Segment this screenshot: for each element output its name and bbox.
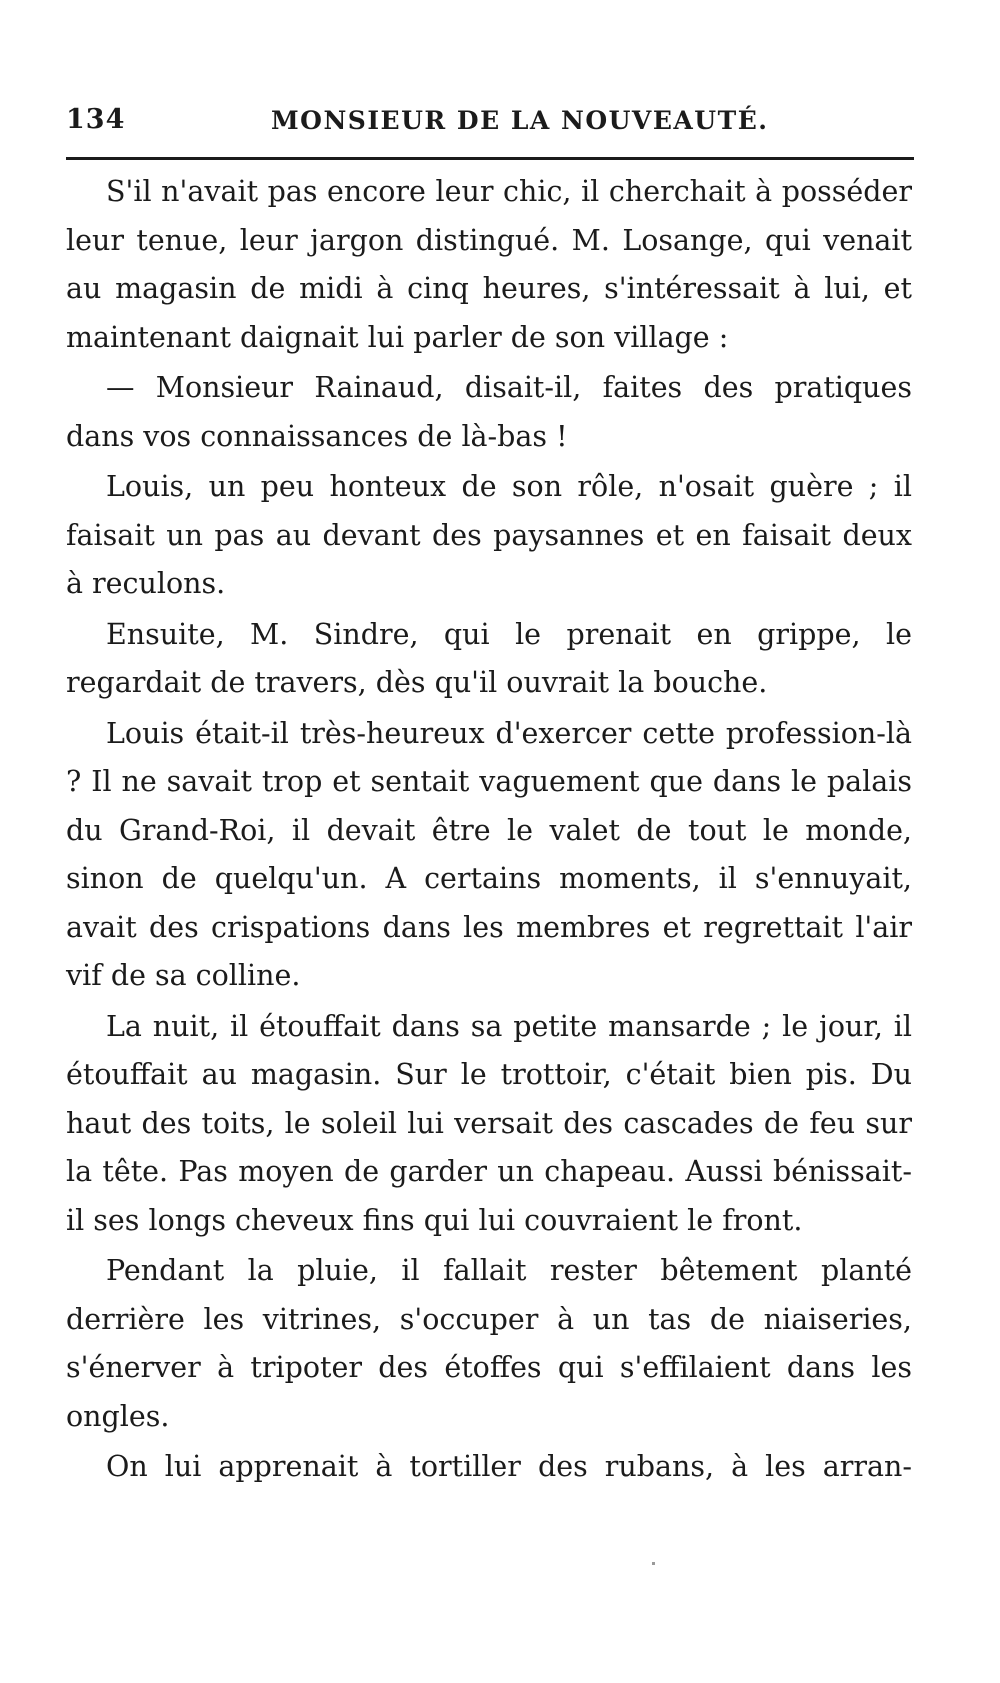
running-title: MONSIEUR DE LA NOUVEAUTÉ. [271, 106, 769, 135]
paragraph: Ensuite, M. Sindre, qui le prenait en grippe, le regardait de travers, dès qu'il ouvrait la bouche. [66, 617, 912, 699]
paragraph: On lui apprenait à tortiller des rubans, à les arran- [106, 1450, 912, 1483]
paragraph: Louis était-il très-heureux d'exercer cette profession-là ? Il ne savait trop et sentait vaguement que dans le palais du Grand-Roi, il devait être le valet de tout le monde, sinon de quelqu'un. A certains moments, il s'ennuyait, avait des crispations dans les membres et regrettait l'air vif de sa colline. [66, 716, 912, 992]
paragraph: La nuit, il étouffait dans sa petite mansarde ; le jour, il étouffait au magasin. Sur le trottoir, c'était bien pis. Du haut des toits, le soleil lui versait des cascades de feu sur la tête. Pas moyen de garder un chapeau. Aussi bénissait-il ses longs cheveux fins qui lui couvraient le front. [66, 1009, 912, 1237]
paragraph: Louis, un peu honteux de son rôle, n'osait guère ; il faisait un pas au devant des paysannes et en faisait deux à reculons. [66, 470, 912, 600]
print-speck [652, 1562, 655, 1565]
page-number: 134 [66, 104, 126, 135]
page-header [66, 104, 912, 144]
paragraph: Pendant la pluie, il fallait rester bêtement planté derrière les vitrines, s'occuper à un tas de niaiseries, s'énerver à tripoter des étoffes qui s'effilaient dans les ongles. [66, 1254, 912, 1433]
paragraph: — Monsieur Rainaud, disait-il, faites des pratiques dans vos connaissances de là-bas ! [66, 371, 912, 453]
body-text [66, 168, 912, 1494]
header-rule [66, 157, 914, 160]
paragraph: S'il n'avait pas encore leur chic, il cherchait à posséder leur tenue, leur jargon distingué. M. Losange, qui venait au magasin de midi à cinq heures, s'intéressait à lui, et maintenant daignait lui parler de son village : [66, 175, 912, 354]
